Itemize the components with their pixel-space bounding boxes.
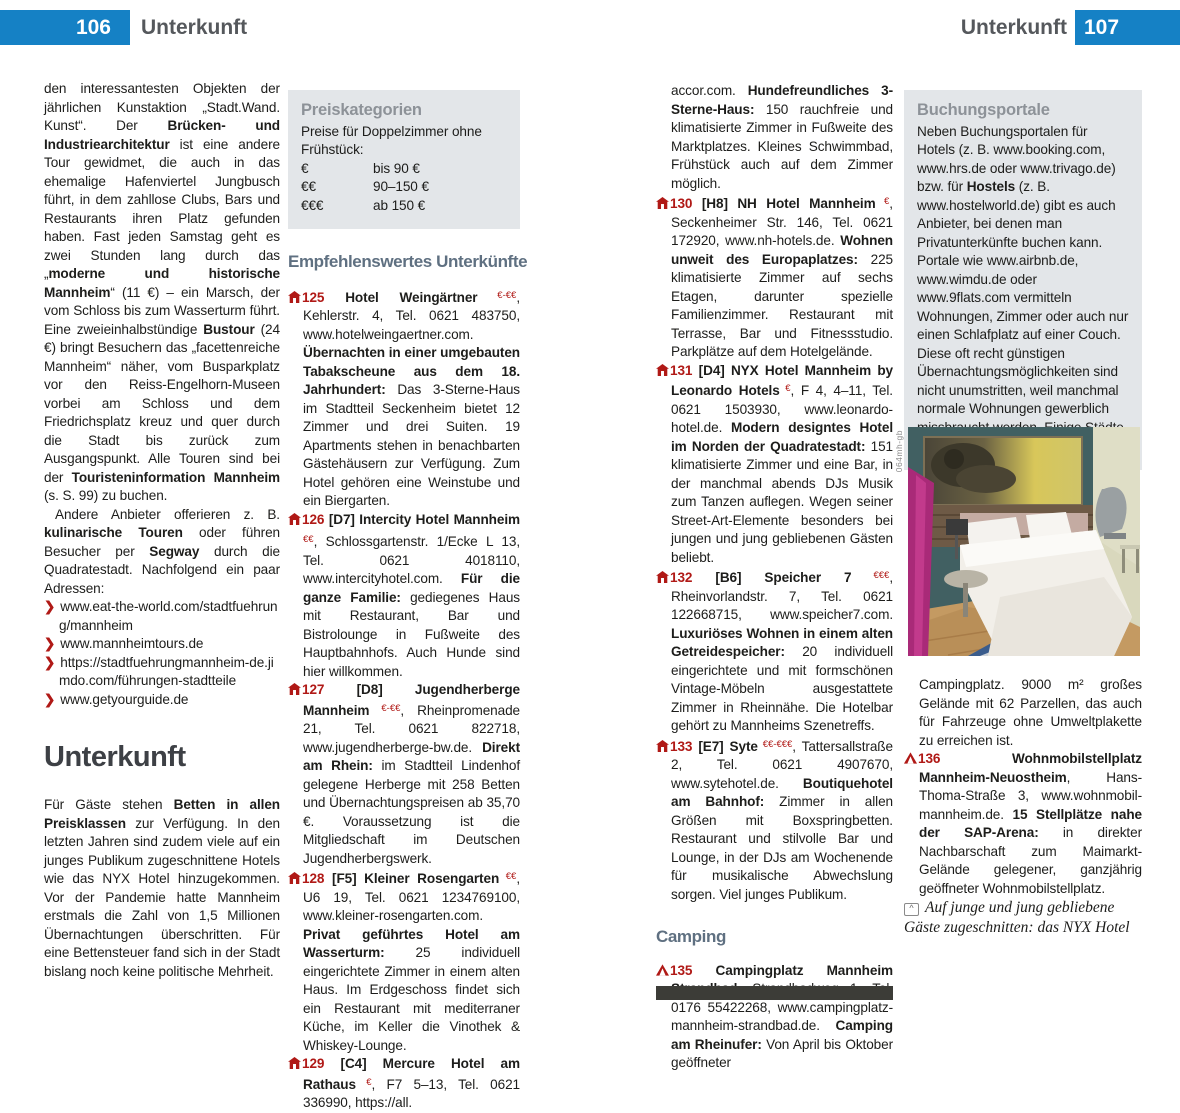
text-segment: [D8] Jugendherberge Mannheim [303, 682, 520, 718]
text-segment: 150 rauchfreie und klimatisierte Zimmer in Fußweite des Marktplatzes. Kleines Schwimmbad, Frühstück auch auf dem Zimmer möglich. [671, 101, 893, 191]
text-segment: 151 klimatisierte Zimmer und eine Bar, in der manchmal abends DJs Musik zum Tanzen auflegen. Wegen seiner Street-Art-Elemente besonders bei jungen und jung gebliebenen Gästen beliebt. [671, 438, 893, 565]
text-segment: , Tattersallstraße 2, Tel. 0621 4907670, www.sytehotel.de. [671, 738, 893, 791]
listing-entry-126 [288, 511, 520, 682]
listing-text [671, 196, 893, 359]
photo-caption-text: Auf junge und jung gebliebene Gäste zugeschnitten: das NYX Hotel [904, 899, 1130, 936]
price-row [301, 160, 507, 179]
text-segment: , Rheinpromenade 21, Tel. 0621 822718, www.jugendherberge-bw.de. [303, 702, 521, 755]
text-segment: Hostels [966, 179, 1016, 194]
price-category-marker: €-€€ [477, 289, 517, 301]
price-symbol: €€€ [301, 197, 324, 213]
price-category-marker: €€ [303, 534, 314, 545]
text-segment: Hotel Weingärtner [345, 289, 478, 305]
text-segment: durch die Quadratestadt. Nachfolgend ein paar Adressen: [44, 543, 280, 596]
text-segment: (s. S. 99) zu buchen. [44, 488, 168, 503]
listing-entry-133 [656, 736, 893, 905]
price-row [301, 197, 507, 216]
text-segment: 20 individuell eingerichtete und mit formschönen Vintage-Möbeln ausgestattete Zimmer in Rheinnähe. Die Hotelbar gehört zu Mannheims Szenetreffs. [671, 644, 893, 733]
chevron-right-icon: ❯ [44, 654, 56, 670]
text-segment: Brücken- und Industriearchitektur [44, 118, 280, 152]
listing-number: 127 [302, 682, 325, 697]
price-category-marker: € [779, 383, 791, 394]
address-list-item [44, 654, 280, 691]
photo-credit: 064mh-gb [894, 430, 904, 473]
price-categories-box [288, 90, 520, 229]
text-segment: Für Gäste stehen [44, 797, 174, 812]
page-number-right [1075, 10, 1180, 45]
text-segment: zur Verfügung. In den letzten Jahren sind zudem viele auf ein junges Publikum zugeschnittene Hotels wie das NYX Hotel hinzugekommen. Vor der Pandemie hatte Mannheim erstmals die Zahl von 1,5 Millionen Übernachtungen überschritten. Für eine Bettensteuer fand sich in der Stadt bislang noch keine politische Mehrheit. [44, 815, 280, 979]
text-segment: [D4] NYX Hotel Mannheim by Leonardo Hotels [671, 362, 893, 398]
text-segment: [C4] Mercure Hotel am Rathaus [303, 1056, 520, 1092]
address-url: https://stadtfuehrungmannheim-de.jimdo.com/führungen-stadtteile [59, 654, 274, 688]
text-segment: , Hans-Thoma-Straße 3, www.wohnmobil-mannheim.de. [919, 769, 1142, 822]
text-segment: Modern designtes Hotel im Norden der Quadratestadt: [671, 420, 893, 454]
hotel-listings-col2 [288, 287, 520, 1113]
address-list-item [44, 635, 280, 654]
listing-number: 135 [670, 962, 693, 978]
listing-number: 126 [302, 511, 325, 527]
address-url: www.eat-the-world.com/stadtfuehrung/mannheim [59, 599, 278, 633]
address-url: www.mannheimtours.de [60, 636, 204, 651]
running-head-left [141, 10, 247, 45]
text-segment: , Schlossgartenstr. 1/Ecke L 13, Tel. 0621 4018110, www.intercityhotel.com. [303, 534, 520, 586]
price-category-marker: €€€ [851, 570, 890, 581]
text-segment: den interessantesten Objekten der jährlichen Kunstaktion „Stadt.Wand. Kunst“. Der [44, 81, 280, 133]
text-segment: (z. B. www.hostelworld.de) gibt es auch Anbieter, bei denen man Privatunterkünfte buchen kann. Portale wie www.airbnb.de, www.wimdu.de oder www.9flats.com vermitteln Wohnungen, Zimmer oder auch nur einen Schlafplatz auf einer Couch. Diese oft recht günstigen Übernachtungsmöglichkeiten sind nicht unumstritten, weil manchmal normale Wohnungen gewerblich [917, 179, 1129, 416]
listing-text [919, 751, 1142, 896]
booking-portals-box [904, 90, 1142, 470]
hotel-icon [288, 870, 302, 889]
address-list-item [44, 598, 280, 635]
text-segment: Betten in allen Preisklassen [44, 797, 281, 831]
booking-box-text [917, 123, 1129, 456]
price-row [301, 178, 507, 197]
listing-entry-125 [288, 287, 520, 511]
listing-text [303, 290, 520, 509]
listing-number: 129 [302, 1056, 325, 1071]
listing-text [303, 682, 520, 866]
price-category-marker: € [355, 1076, 372, 1088]
hotel-icon [288, 681, 302, 700]
price-symbol: € [301, 160, 309, 176]
page-bottom-photo-edge [656, 986, 893, 1000]
tent-icon [904, 750, 918, 769]
listing-129-continuation [656, 82, 893, 193]
text-segment: “ (11 €) – ein Marsch, der vom Schloss bis zum Wasserturm führt. Eine zweieinhalbstündige [44, 284, 280, 337]
chevron-right-icon: ❯ [44, 599, 56, 614]
text-segment: [D7] Intercity Hotel Mannheim [328, 511, 520, 527]
text-segment: [E7] Syte [698, 738, 758, 754]
listing-entry-136 [904, 750, 1142, 898]
text-segment: Übernachten in einer umgebauten Tabakscheune aus dem 18. Jahrhundert: [303, 345, 520, 397]
page-number-right-text: 107 [1084, 15, 1120, 39]
column-3 [656, 82, 893, 1073]
camping-listings [656, 962, 893, 1073]
chevron-right-icon: ❯ [44, 636, 56, 651]
text-segment: Campingplatz. 9000 m² großes Gelände mit 62 Parzellen, das auch für Fahrzeuge ohne Umweltplakette zu erreichen ist. [919, 677, 1142, 748]
text-segment: gediegenes Haus mit Restaurant, Bar und Bistrolounge in Fußweite des Hauptbahnhofs. Auch Hunde sind hier willkommen. [303, 589, 520, 679]
price-range: 90–150 € [373, 179, 429, 194]
text-segment: [F5] Kleiner Rosengarten [332, 871, 500, 886]
price-range: bis 90 € [373, 160, 420, 176]
price-category-marker: €€ [499, 871, 517, 882]
other-providers-paragraph [44, 506, 280, 599]
running-head-right [961, 10, 1067, 45]
text-segment: kulinarische Touren [44, 525, 183, 540]
camper-listings [904, 750, 1142, 898]
column-2 [288, 90, 528, 1113]
text-segment: in direkter Nachbarschaft zum Maimarkt-Gelände gelegener, ganzjährig geöffneter Wohnmobilstellplatz. [919, 825, 1142, 896]
listing-entry-135 [656, 962, 893, 1073]
price-category-marker: € [875, 196, 890, 207]
listing-entry-131 [656, 362, 893, 568]
address-url: www.getyourguide.de [60, 691, 189, 707]
listing-number: 131 [670, 362, 693, 378]
text-segment: , Kehlerstr. 4, Tel. 0621 483750, www.hotelweingaertner.com. [303, 289, 520, 342]
text-segment: (24 €) bringt Besuchern das „facettenreiche Mannheim“ näher, vom Busparkplatz vor den Reiss-Engelhorn-Museen vorbei am Schloss und dem Friedrichsplatz kreuz und quer durch die Stadt bis zurück zum Ausgangspunkt. Alle Touren sind bei der [44, 321, 280, 485]
listing-text [671, 363, 893, 565]
hotel-icon [656, 738, 670, 757]
address-list [44, 598, 280, 709]
tours-paragraph [44, 80, 280, 506]
listing-text [671, 570, 893, 733]
listing-text [303, 512, 520, 679]
listing-entry-127 [288, 681, 520, 868]
photo-caption [904, 898, 1154, 938]
listing-number: 130 [670, 196, 693, 211]
section-heading-camping: Camping [656, 927, 726, 946]
text-segment: Campingplatz Mannheim [715, 962, 893, 978]
hotel-listings-col3 [656, 193, 893, 904]
running-head-left-text: Unterkunft [141, 15, 248, 39]
text-segment: Für die ganze Familie: [303, 571, 520, 605]
text-segment: Neben Buchungsportalen für Hotels (z. B. www.booking.com, www.hrs.de oder www.trivago.de) bzw. für [917, 123, 1116, 194]
text-segment: 15 Stellplätze nahe der SAP-Arena: [919, 806, 1142, 840]
tent-icon [656, 962, 670, 981]
running-head-right-text: Unterkunft [960, 15, 1067, 39]
page-number-left [0, 10, 130, 45]
hotel-icon [288, 1055, 302, 1074]
text-segment: Von April bis Oktober geöffneter [671, 1036, 894, 1070]
price-table [301, 160, 507, 216]
column-1 [44, 80, 280, 981]
column-4 [904, 90, 1142, 470]
price-category-marker: €€-€€€ [757, 738, 793, 750]
listing-text [303, 1056, 520, 1110]
price-box-title: Preiskategorien [301, 101, 422, 119]
listing-entry-130 [656, 193, 893, 362]
text-segment: Boutiquehotel am Bahnhof: [671, 775, 893, 809]
text-segment: 25 individuell eingerichtete Zimmer in einem alten Haus. Im Erdgeschoss findet sich ein Restaurant mit mediterraner Küche, im Keller die Vinothek & Whiskey-Lounge. [303, 945, 520, 1053]
page-number-left-text: 106 [75, 15, 111, 39]
chapter-heading: Unterkunft [44, 741, 186, 773]
text-segment: accor.com. [671, 83, 748, 98]
column-4-lower [904, 676, 1142, 898]
text-segment: Wohnmobilstellplatz Mannheim-Neuostheim [919, 751, 1142, 785]
text-segment: moderne und historische Mannheim [44, 266, 280, 300]
hotel-room-photo-image [908, 427, 1140, 656]
text-segment: , U6 19, Tel. 0621 1234769100, www.kleiner-rosengarten.com. [303, 871, 520, 923]
text-segment: , F 4, 4–11, Tel. 0621 1503930, www.leonardo-hotel.de. [671, 383, 893, 435]
listing-number: 136 [918, 751, 941, 766]
listing-entry-128 [288, 868, 520, 1055]
listing-number: 128 [302, 871, 325, 886]
accommodation-intro-paragraph [44, 796, 280, 981]
listing-number: 133 [670, 738, 693, 754]
listing-entry-132 [656, 567, 893, 736]
listing-entry-129 [288, 1055, 520, 1113]
price-symbol: €€ [301, 179, 316, 194]
text-segment: oder führen Besucher per [44, 525, 281, 559]
text-segment: Andere Anbieter offerieren z. B. [55, 506, 280, 522]
price-range: ab 150 € [373, 197, 426, 213]
text-segment: ist eine andere Tour gewidmet, die auch in das ehemalige Hafenviertel Jungbusch führt, in dem zahllose Clubs, Bars und Restaurants ihren Platz gefunden haben. Fast jeden Samstag geht es zwei Stunden lang durch das „ [44, 136, 280, 281]
price-box-intro: Preise für Doppelzimmer ohne Frühstück: [301, 123, 482, 157]
hotel-icon [288, 511, 302, 530]
text-segment: , Seckenheimer Str. 146, Tel. 0621 172920, www.nh-hotels.de. [671, 196, 893, 248]
listing-number: 125 [302, 289, 325, 305]
text-segment: , F7 5–13, Tel. 0621 336990, https://all. [303, 1076, 520, 1110]
text-segment: Das 3-Sterne-Haus im Stadtteil Seckenheim bietet 12 Zimmer und drei Suiten. 19 Apartments stehen in benachbarten Gästehäusern zur Verfügung. Zum Hotel gehören eine Weinstube und ein Biergarten. [303, 382, 520, 508]
hotel-icon [656, 195, 670, 214]
text-segment: , Rheinvorlandstr. 7, Tel. 0621 122668715, www.speicher7.com. [671, 570, 893, 622]
listing-135-continuation [904, 676, 1142, 750]
listing-text [671, 963, 893, 1071]
hotel-room-photo [908, 427, 1140, 656]
text-segment: Privat geführtes Hotel am Wasserturm: [303, 926, 520, 960]
booking-box-title: Buchungsportale [917, 101, 1050, 119]
text-segment: Segway [149, 543, 200, 559]
text-segment: Touristeninformation Mannheim [71, 469, 280, 485]
hotel-icon [656, 362, 670, 381]
listing-number: 132 [670, 570, 693, 585]
text-segment: [B6] Speicher 7 [715, 570, 852, 585]
text-segment: Direkt am Rhein: [303, 739, 520, 773]
text-segment: Camping am Rheinufer: [671, 1018, 893, 1052]
text-segment: Wohnen unweit des Europaplatzes: [671, 233, 893, 267]
text-segment: im Stadtteil Lindenhof gelegene Herberge mit 258 Betten und Übernachtungspreisen ab 35,70 €. Voraussetzung ist die Mitgliedschaft im Deutschen Jugendherbergswerk. [303, 758, 520, 866]
text-segment: Luxuriöses Wohnen in einem alten Getreidespeicher: [671, 625, 893, 659]
text-segment: Hundefreundliches 3-Sterne-Haus: [671, 83, 894, 117]
chevron-right-icon: ❯ [44, 691, 56, 707]
photo-reference-up-icon: ^ [904, 903, 919, 916]
listing-text [303, 871, 520, 1053]
text-segment: [H8] NH Hotel Mannheim [701, 196, 876, 211]
price-category-marker: €-€€ [369, 702, 401, 714]
text-segment: 0176 55422268, www.campingplatz-mannheim-strandbad.de. [671, 999, 893, 1033]
text-segment: Bustour [203, 321, 255, 337]
text-segment: Zimmer in allen Größen mit Boxspringbetten. Restaurant und stilvolle Bar und Lounge, in der DJs am Wochenende für musikalische Abwechslung sorgen. Viel junges Publikum. [671, 794, 893, 902]
hotel-icon [656, 569, 670, 588]
hotel-icon [288, 289, 302, 308]
address-list-item [44, 691, 280, 710]
text-segment: 225 klimatisierte Zimmer auf sechs Etagen, darunter spezielle Familienzimmer. Restaurant mit Terrasse, Bar und Fitnessstudio. Parkplätze auf dem Hotelgelände. [671, 251, 894, 359]
listing-text [671, 739, 893, 902]
section-heading-hotels: Empfehlenswertes Unterkünfte [288, 252, 528, 271]
